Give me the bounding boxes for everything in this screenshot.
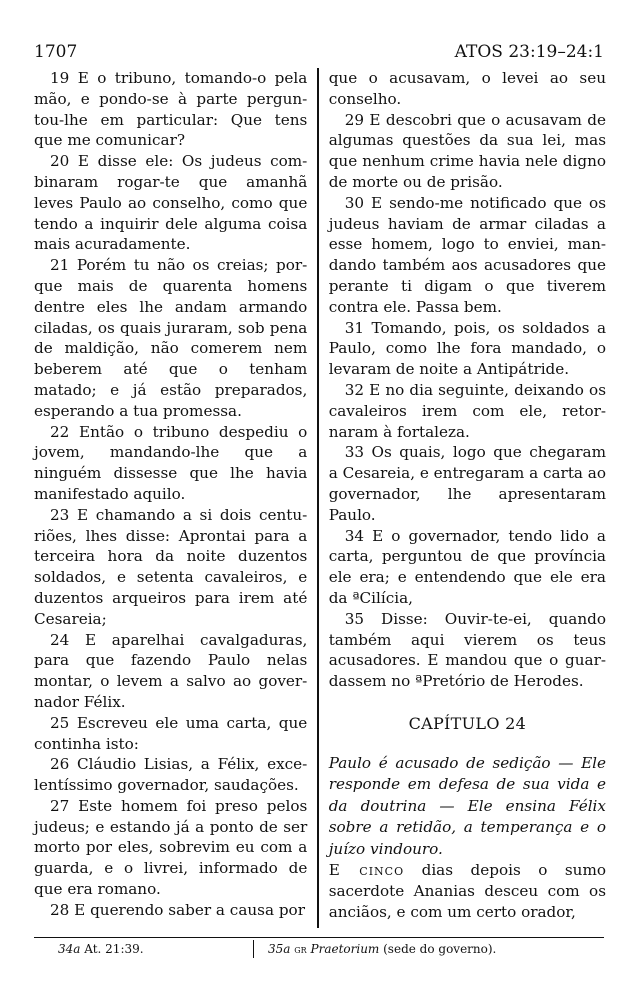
verse-26: 26 Cláudio Lisias, a Félix, excelentíssimo governador, saudações. xyxy=(34,755,308,795)
right-column xyxy=(319,68,606,928)
verse-20: 20 E disse ele: Os judeus combinaram rogar-te que amanhã leves Paulo ao conselho, como que tendo a inquirir dele alguma coisa mais acuradamente. xyxy=(34,152,308,254)
verse-32: 32 E no dia seguinte, deixando os cavaleiros irem com ele, retornaram à fortaleza. xyxy=(328,380,606,441)
footnote-text: At. 21:39. xyxy=(84,942,144,956)
verse-19: 19 E o tribuno, tomando-o pela mão, e pondo-se à parte perguntou-lhe em particular: Que tens que me comunicar? xyxy=(34,69,308,150)
footnote-gr-label: gr xyxy=(294,943,307,956)
verse-24-1 xyxy=(329,860,606,922)
footnote-35a xyxy=(268,942,604,956)
footnote-mark: 35a xyxy=(268,942,291,956)
footnote-divider xyxy=(253,940,254,958)
verse-35: 35 Disse: Ouvir-te-ei, quando também aqui vierem os teus acusadores. E mandou que o guardassem no ªPretório de Herodes. xyxy=(328,609,606,691)
verse-31: 31 Tomando, pois, os soldados a Paulo, como lhe fora mandado, o levaram de noite a Antipátride. xyxy=(328,318,606,379)
verse-22: 22 Então o tribuno despediu o jovem, mandando-lhe que a ninguém dissesse que lhe havia manifestado aquilo. xyxy=(34,422,308,503)
chapter-summary: Paulo é acusado de sedição — Ele responde em defesa de sua vida e da doutrina — Ele ensina Félix sobre a retidão, a temperança e o juízo vindouro. xyxy=(328,753,606,858)
chapter-heading: CAPÍTULO 24 xyxy=(408,713,527,733)
footnotes xyxy=(34,937,604,960)
verse-29: 29 E descobri que o acusavam de algumas questões da sua lei, mas que nenhum crime havia nele digno de morte ou de prisão. xyxy=(328,110,606,191)
verse-33: 33 Os quais, logo que chegaram a Cesareia, e entregaram a carta ao governador, lhe apresentaram Paulo. xyxy=(328,443,607,524)
footnote-mark: 34a xyxy=(58,942,81,956)
verse-24-1-text: dias depois o sumo sacerdote Ananias desceu com os anciãos, e com um certo orador, xyxy=(328,861,606,921)
footnote-term: Praetorium xyxy=(310,942,380,956)
verse-28-continuation: que o acusavam, o levei ao seu conselho. xyxy=(328,69,606,108)
verse-25: 25 Escreveu ele uma carta, que continha isto: xyxy=(34,713,308,753)
chapter-reference: ATOS 23:19–24:1 xyxy=(454,42,604,62)
text-columns xyxy=(34,68,606,928)
verse-27: 27 Este homem foi preso pelos judeus; e estando já a ponto de ser morto por eles, sobrevim eu com a guarda, e o livrei, informado de que era romano. xyxy=(34,796,308,899)
page-number: 1707 xyxy=(34,42,78,62)
verse-30: 30 E sendo-me notificado que os judeus haviam de armar ciladas a esse homem, logo to enviei, mandando também aos acusadores que perante ti digam o que tiverem contra ele. Passa bem. xyxy=(328,193,606,316)
verse-lead: E cinco xyxy=(328,861,405,880)
verse-23: 23 E chamando a si dois centuriões, lhes disse: Aprontai para a terceira hora da noite duzentos soldados, e setenta cavaleiros, e duzentos arqueiros para irem até Cesareia; xyxy=(34,505,308,628)
verse-21: 21 Porém tu não os creias; porque mais de quarenta homens dentre eles lhe andam armando ciladas, os quais juraram, sob pena de maldição, não comerem nem beberem até que o tenham matado; e já estão preparados, esperando a tua promessa. xyxy=(34,256,308,420)
page-header xyxy=(34,38,604,66)
footnote-text: (sede do governo). xyxy=(379,942,497,956)
verse-24: 24 E aparelhai cavalgaduras, para que fazendo Paulo nelas montar, o levem a salvo ao governador Félix. xyxy=(34,630,308,711)
verse-34: 34 E o governador, tendo lido a carta, perguntou de que província ele era; e entendendo que ele era da ªCilícia, xyxy=(328,526,606,607)
verse-28: 28 E querendo saber a causa por xyxy=(50,900,305,919)
footnote-34a xyxy=(34,942,253,956)
left-column xyxy=(34,68,317,928)
